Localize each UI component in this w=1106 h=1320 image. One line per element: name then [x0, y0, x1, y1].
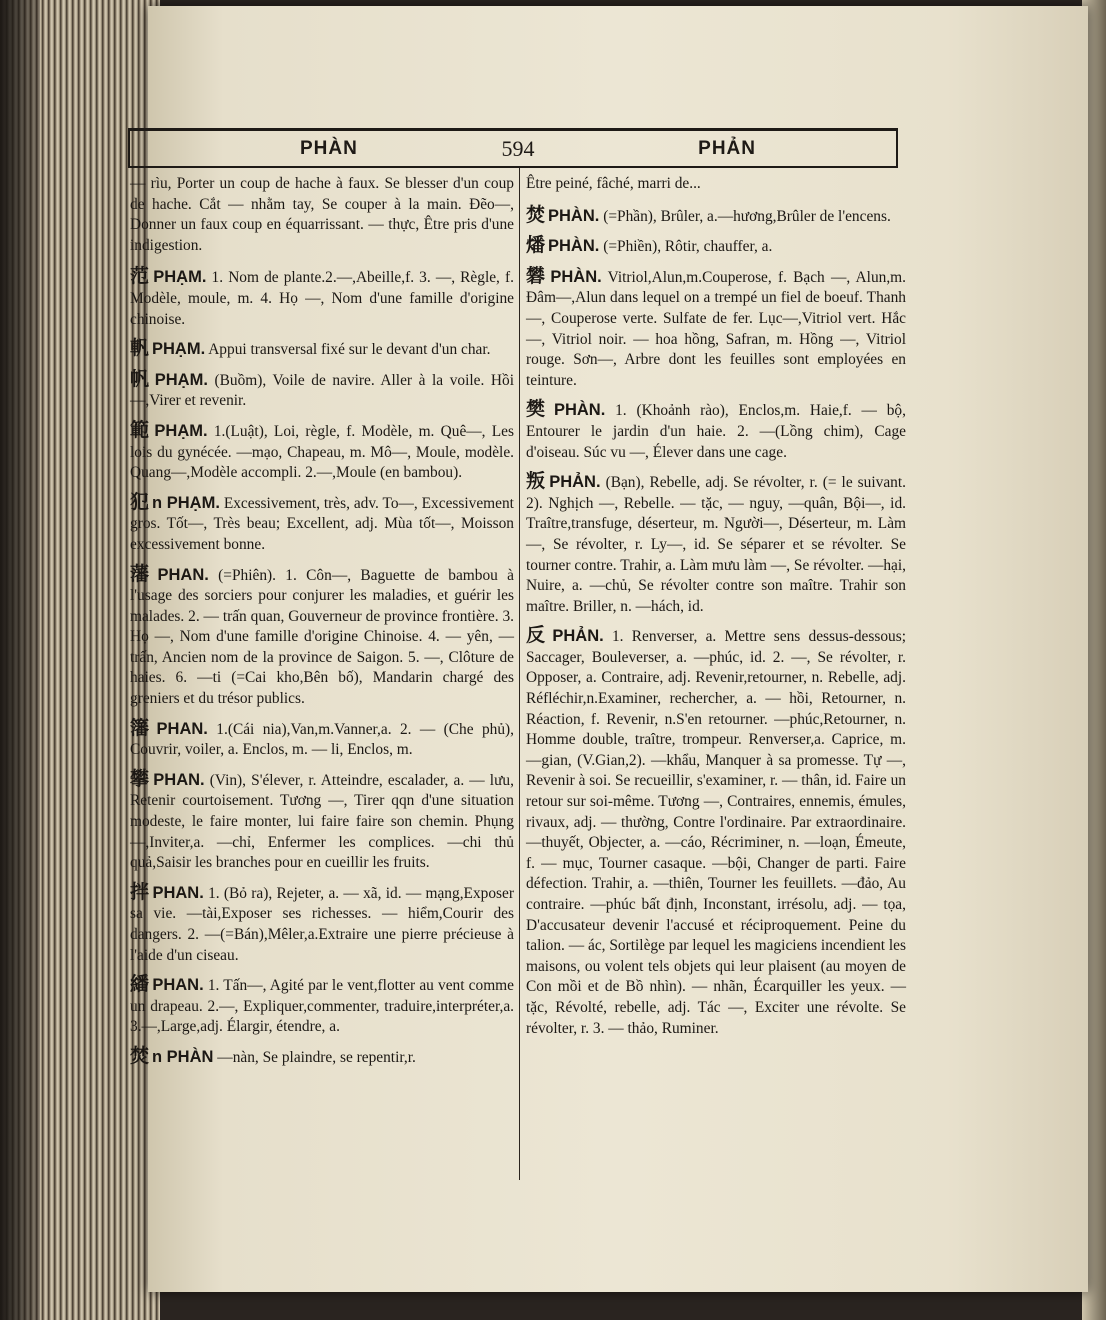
entry-definition: 1. Nom de plante.2.—,Abeille,f. 3. —, Règle, f. Modèle, moule, m. 4. Họ —, Nom d'une famille d'origine chinoise.: [130, 269, 514, 328]
entry-character: 礬: [526, 264, 548, 287]
right-guide-word: PHẢN: [698, 137, 756, 159]
entry-headword: PHAN.: [156, 719, 208, 738]
entry-definition: (=Phần), Brûler, a.—hương,Brûler de l'encens.: [603, 207, 891, 225]
entry-headword: PHÀN.: [553, 401, 606, 420]
entry-continuation: [130, 174, 514, 256]
entry-character: 攀: [130, 767, 151, 790]
entry-definition: 1. Tấn—, Agité par le vent,flotter au vent comme un drapeau. 2.—, Expliquer,commenter, traduire,interpréter,a. 3.—,Large,adj. Élargir, étendre, a.: [130, 977, 514, 1036]
entry-definition: 1. Renverser, a. Mettre sens dessus-dessous; Saccager, Bouleverser, a. —phúc, id. 2. —, Se révolter, r. Opposer, a. Contraire, adj. Revenir,retourner, n. Rebelle, adj. Réfléchir,n.Examiner, rechercher, a. — hồi, Retourner, n. Réaction, f. Revenir, n.S'en retourner. —phúc,Retourner, n. Homme double, traître, trompeur. Renverser,a. Caprice, m. —gian, (V.Gian,2). —khẩu, Manquer à sa promesse. Tự —, Revenir à soi. Se recueillir, s'examiner, r. — thân, id. Faire un retour sur soi-même. Tương —, Contraires, ennemis, émules, rivaux, adj. — thường, Contre l'ordinaire. Par extraordinaire. —thuyết, Objecter, a. —cáo, Récriminer, n. —loạn, Émeute, f. — mục, Tourner casaque. —bội, Changer de parti. Faire défection. Trahir, a. —thiên, Tourner les feuillets. —đảo, Au contraire. —phúc bất định, Inconstant, irrésolu, adj. — tọa, D'accusateur devenir l'accusé et réciproquement. Peine du talion. — ác, Sortilège par lequel les magiciens incendient les maisons, ou volent tels objets qui leur plaisent (au moyen de Con mồi et de Bồ nhìn). — nhãn, Écarquiller les yeux. — tặc, Révolté, rebelle, adj. Tác —, Exciter une révolte. Se révolter, r. 3. — thảo, Ruminer.: [526, 628, 906, 1037]
column-divider: [519, 168, 520, 1180]
dictionary-entry: [130, 338, 514, 361]
entry-headword: PHAN.: [153, 770, 205, 789]
entry-headword: PHÀN.: [548, 237, 600, 256]
entry-character: 反: [526, 624, 550, 647]
left-guide-word: PHÀN: [300, 137, 358, 159]
dictionary-entry: [526, 235, 906, 258]
dictionary-entry: [130, 420, 514, 484]
entry-headword: PHÀN.: [548, 206, 600, 225]
entry-definition: 1.(Luật), Loi, règle, f. Modèle, m. Quê—, Les lois du gynécée. —mạo, Chapeau, m. Mô—, Moule, modèle. Quang—,Modèle accompli. 2.—,Moule (en bambou).: [130, 422, 514, 482]
entry-headword: PHẠM.: [154, 370, 208, 389]
dictionary-entry: [130, 769, 514, 874]
dictionary-entry: [526, 205, 906, 228]
entry-definition: (Bạn), Rebelle, adj. Se révolter, r. (= le suivant. 2). Nghịch —, Rebelle. — tặc, — nguy, —quân, Bội—, id. Traître,transfuge, déserteur, m. Người—, Déserteur, m. Làm —, Se révolter, r. Ly—, id. Se séparer et se révolter. Se tourner contre. Trahir, a. Làm mưu làm —, Se révolter. —hại, Nuire, a. —chủ, Se révolter contre son maître. Trahir son maître. Briller, n. —hách, id.: [526, 474, 906, 615]
entry-character: 藩: [130, 562, 155, 585]
dictionary-entry: [130, 1046, 514, 1069]
entry-character: 拌: [130, 880, 150, 903]
dictionary-entry: [130, 718, 514, 761]
dictionary-entry: [526, 471, 906, 617]
dictionary-entry: [526, 625, 906, 1039]
entry-headword: PHẠM.: [153, 268, 207, 287]
entry-definition: Excessivement, très, adv. To—, Excessivement gros. Tốt—, Très beau; Excellent, adj. Mùa tốt—, Moisson excessivement bonne.: [130, 494, 514, 553]
entry-character: 繙: [130, 973, 150, 996]
entry-definition: Vitriol,Alun,m.Couperose, f. Bạch —, Alun,m. Đâm—,Alun dans lequel on a trempé un fiel de boeuf. Thanh —, Couperose verte. Sulfate de fer. Lục—,Vitriol vert. Hắc —, Vitriol noir. — hoa hồng, Safran, m. Hồng —, Vitriol rouge. Sơn—, Arbre dont les feuilles sont employées en teinture.: [526, 268, 906, 389]
entry-headword: PHAN.: [152, 976, 204, 995]
dictionary-entry: [130, 974, 514, 1038]
entry-continuation: [526, 174, 906, 195]
right-column: [526, 174, 906, 1047]
page-number: 594: [501, 135, 535, 161]
dictionary-entry: [130, 492, 514, 556]
entry-definition: (=Phiên). 1. Côn—, Baguette de bambou à l'usage des sorciers pour conjurer les maladies, et guérir les malades. 2. — trấn quan, Gouverneur de province frontière. 3. Họ —, Nom d'une famille d'origine Chinoise. 4. — yên, — trấn, Ancien nom de la province de Saigon. 5. —, Clôture de haies. 6. —ti (=Cai kho,Bên bố), Mandarin chargé des greniers et du trésor publics.: [130, 566, 514, 708]
entry-character: 犯: [130, 490, 150, 513]
entry-headword: PHẢN.: [549, 473, 601, 492]
dictionary-entry: [526, 399, 906, 463]
entry-headword: PHÀN.: [550, 267, 602, 286]
entry-definition: Être peiné, fâché, marri de...: [526, 175, 701, 192]
entry-definition: (Buồm), Voile de navire. Aller à la voile. Hồi —,Virer et revenir.: [130, 371, 514, 410]
entry-definition: Appui transversal fixé sur le devant d'un char.: [208, 341, 491, 359]
entry-character: 軓: [130, 337, 150, 360]
entry-headword: PHẠM.: [152, 340, 206, 359]
entry-definition: 1. (Khoảnh rào), Enclos,m. Haie,f. — bộ, Entourer le jardin d'un haie. 2. —(Lồng chim), Cage d'oiseau. Súc vu —, Élever dans une cage.: [526, 402, 906, 461]
entry-headword: PHẢN.: [552, 627, 604, 646]
entry-character: 帆: [130, 367, 152, 390]
entry-character: 範: [130, 418, 152, 441]
entry-headword: n PHẠM.: [152, 493, 220, 512]
entry-headword: n PHÀN: [152, 1047, 214, 1066]
entry-headword: PHẠM.: [154, 421, 208, 440]
entry-character: 籓: [130, 716, 154, 739]
entry-definition: — rìu, Porter un coup de hache à faux. Se blesser d'un coup de hache. Cắt — nhằm tay, Se couper à la main. Đẽo—, Donner un faux coup en équarrissant. — thực, Être pris d'une indigestion.: [130, 175, 514, 254]
dictionary-entry: [130, 882, 514, 966]
dictionary-entry: [526, 266, 906, 392]
entry-headword: PHAN.: [152, 883, 204, 902]
entry-headword: PHAN.: [157, 565, 209, 584]
entry-definition: 1.(Cái nia),Van,m.Vanner,a. 2. — (Che phủ), Couvrir, voiler, a. Enclos, m. — li, Enclos, m.: [130, 720, 514, 759]
entry-definition: 1. (Bỏ ra), Rejeter, a. — xã, id. — mạng,Exposer sa vie. —tài,Exposer ses richesses. — hiểm,Courir des dangers. 2. —(=Bán),Mêler,a.Extraire une pierre précieuse à l'aide d'un ciseau.: [130, 884, 514, 964]
dictionary-entry: [130, 564, 514, 710]
entry-definition: (Vin), S'élever, r. Atteindre, escalader, a. — lưu, Retenir courtoisement. Tương —, Tirer qqn d'une situation modeste, le faire monter, lui faire faire son chemin. Phụng —,Inviter,a. —chỉ, Enfermer les complices. —chi thủ quả,Saisir les branches pour en cueillir les fruits.: [130, 771, 514, 872]
entry-character: 燔: [526, 234, 546, 257]
left-column: [130, 174, 514, 1077]
page-header: [128, 128, 898, 168]
entry-character: 樊: [526, 398, 551, 421]
entry-definition: (=Phiền), Rôtir, chauffer, a.: [603, 238, 773, 256]
entry-character: 范: [130, 265, 151, 288]
entry-character: 焚: [130, 1044, 150, 1067]
dictionary-entry: [130, 266, 514, 330]
entry-character: 叛: [526, 470, 547, 493]
entry-character: 焚: [526, 203, 546, 226]
dictionary-entry: [130, 369, 514, 412]
entry-definition: —nàn, Se plaindre, se repentir,r.: [217, 1048, 416, 1066]
